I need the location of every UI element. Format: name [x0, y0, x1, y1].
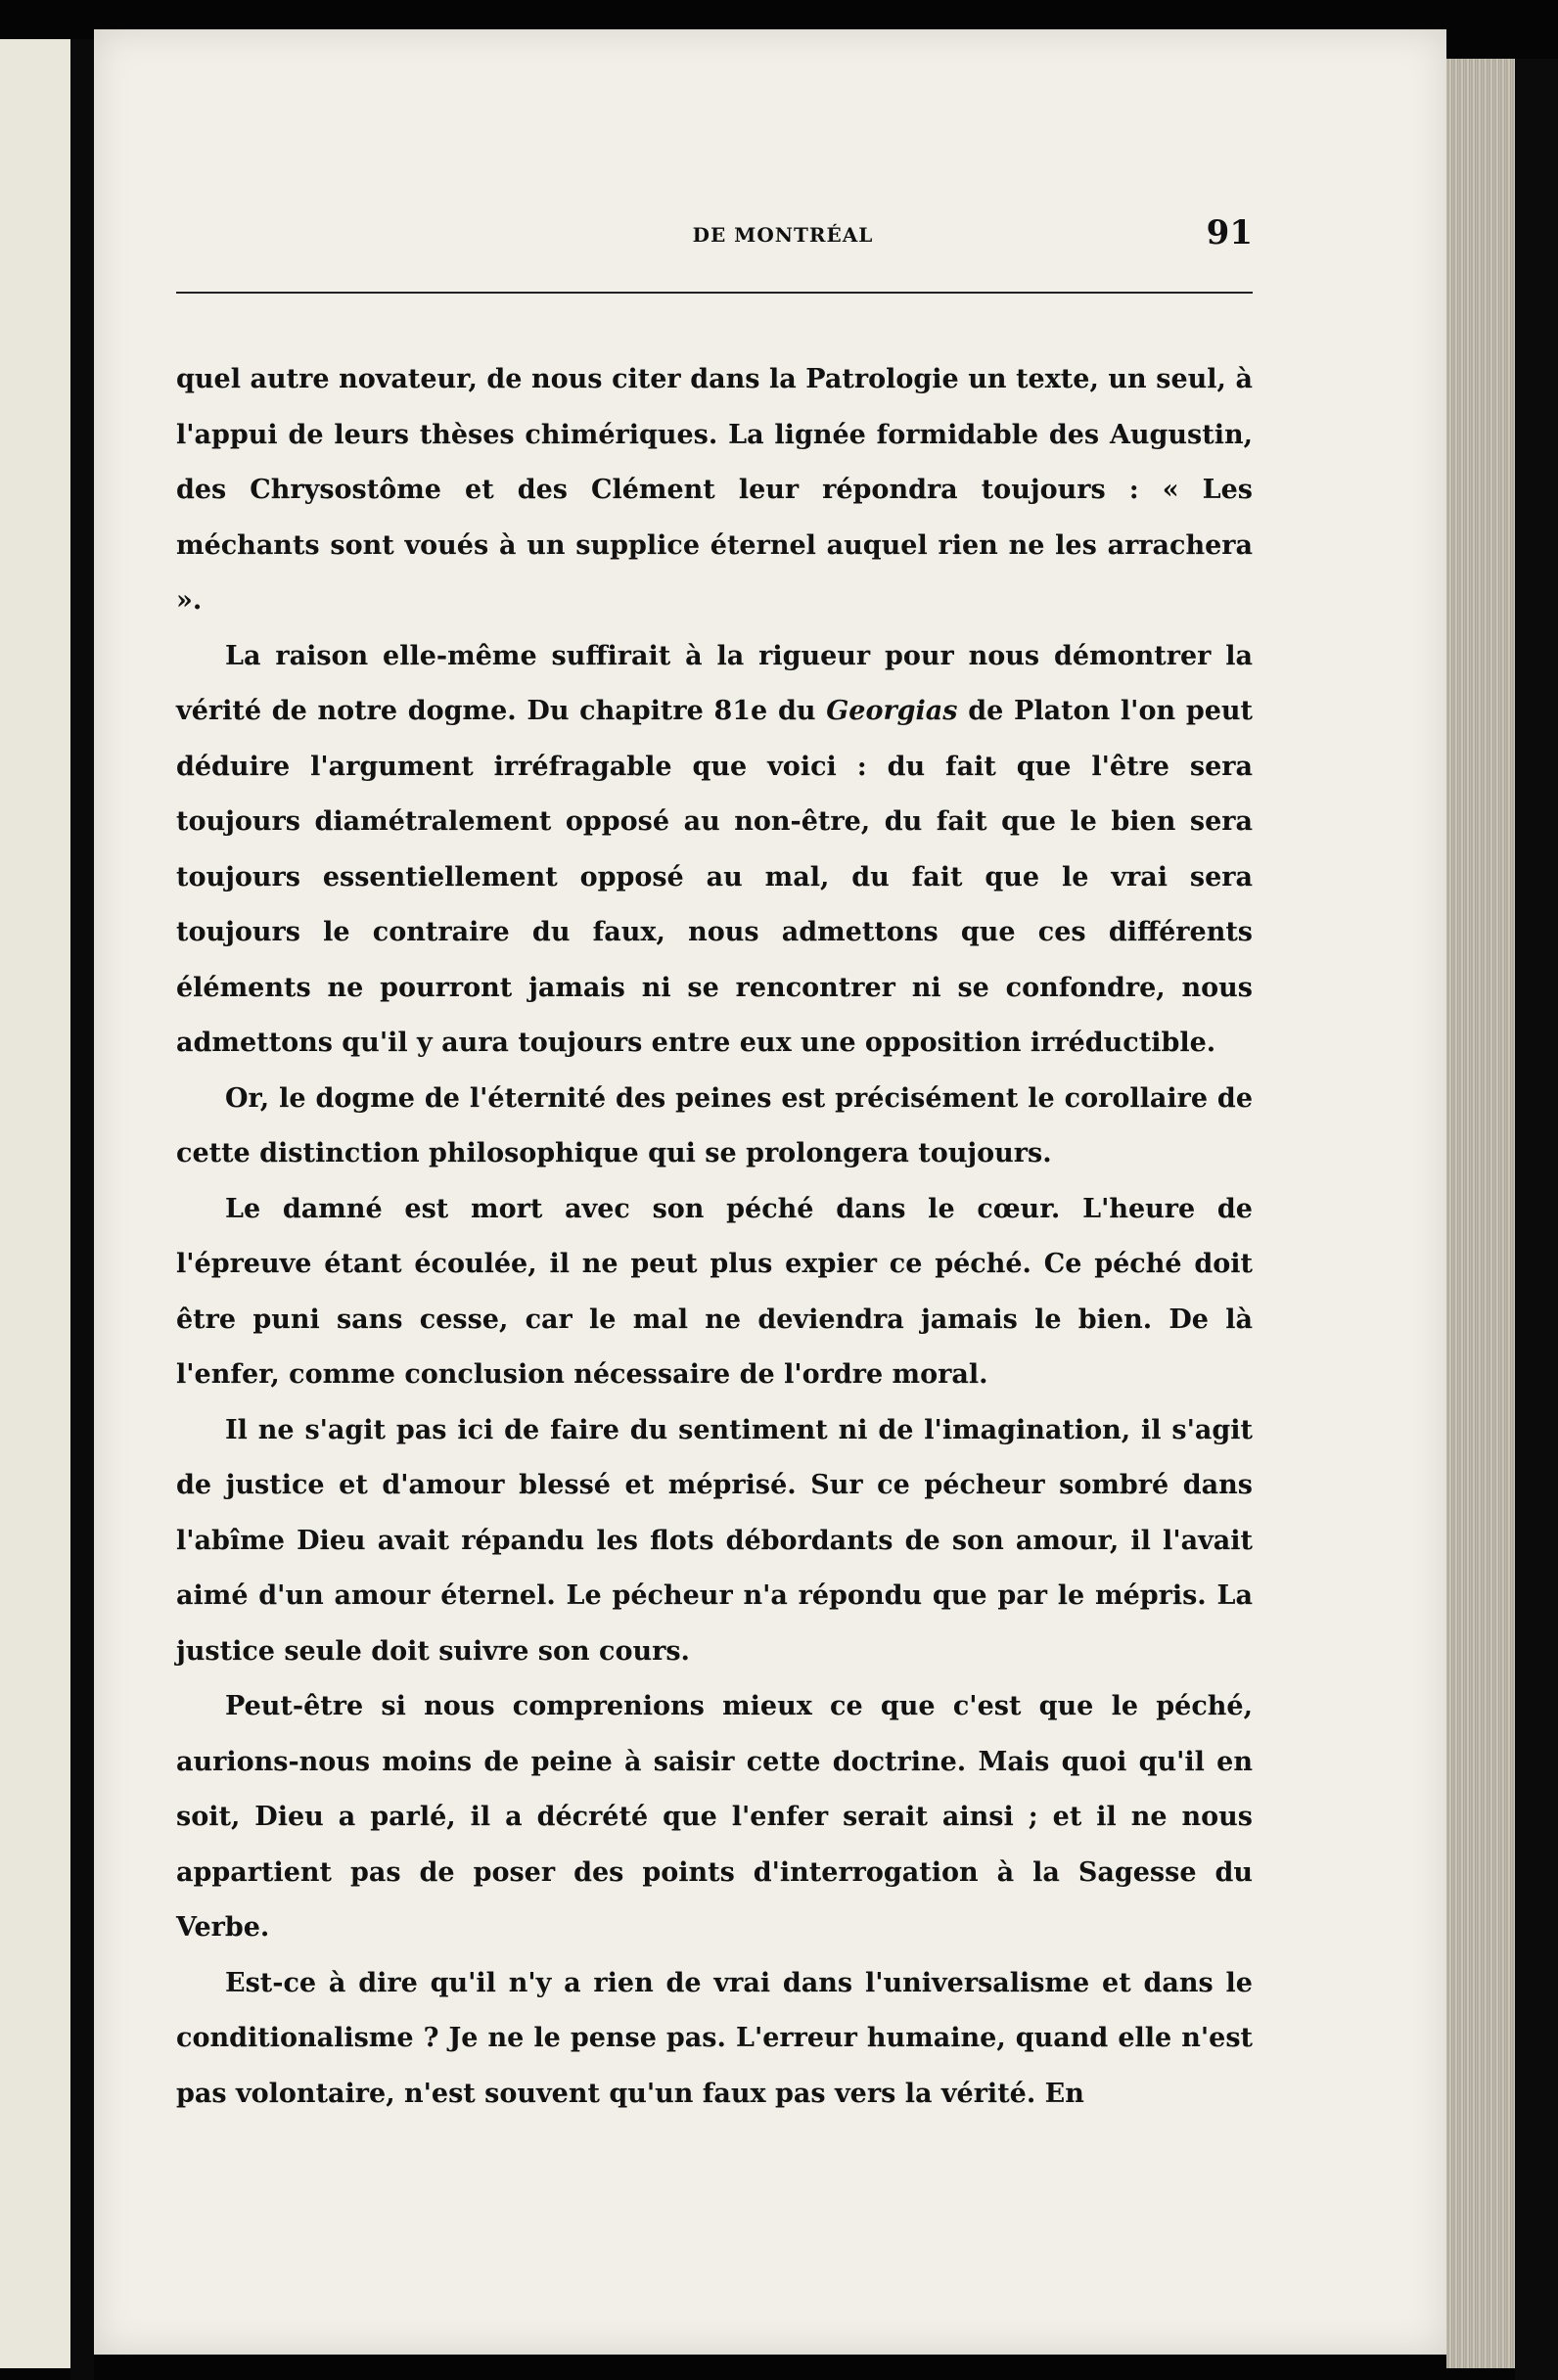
paragraph-3: Or, le dogme de l'éternité des peines est précisément le corollaire de cette distinction philosophique qui se prolongera toujours.	[176, 1082, 1253, 1168]
paragraph-2	[176, 629, 1253, 1072]
page-header	[176, 213, 1253, 266]
paragraph-2-part-1: La raison elle-même suffirait à la rigueur pour nous démontrer la vérité de notre dogme. Du chapitre 81e du	[176, 640, 1253, 726]
paragraph-7: Est-ce à dire qu'il n'y a rien de vrai dans l'universalisme et dans le conditionalisme ? Je ne le pense pas. L'erreur humaine, quand elle n'est pas volontaire, n'est souvent qu'un faux pas vers la vérité. En	[176, 1967, 1253, 2109]
facing-page-edge	[0, 39, 70, 2368]
scan-background-right	[1515, 59, 1558, 2380]
running-head: DE MONTRÉAL	[692, 223, 874, 247]
book-title-georgias: Georgias	[826, 696, 958, 726]
page-edges-stack	[1446, 59, 1515, 2368]
paragraph-4: Le damné est mort avec son péché dans le cœur. L'heure de l'épreuve étant écoulée, il ne peut plus expier ce péché. Ce péché doit être puni sans cesse, car le mal ne deviendra jamais le bien. De là l'enfer, comme conclusion nécessaire de l'ordre moral.	[176, 1193, 1253, 1390]
book-gutter	[70, 39, 94, 2380]
header-rule	[176, 292, 1253, 294]
body-text	[176, 352, 1253, 2122]
paragraph-2-part-2: de Platon l'on peut déduire l'argument irréfragable que voici : du fait que l'être sera toujours diamétralement opposé au non-être, du fait que le bien sera toujours essentiellement opposé au mal, du fait que le vrai sera toujours le contraire du faux, nous admettons que ces différents éléments ne pourront jamais ni se rencontrer ni se confondre, nous admettons qu'il y aura toujours entre eux une opposition irréductible.	[176, 696, 1253, 1058]
page-number: 91	[1206, 213, 1253, 252]
paragraph-1: quel autre novateur, de nous citer dans la Patrologie un texte, un seul, à l'appui de leurs thèses chimériques. La lignée formidable des Augustin, des Chrysostôme et des Clément leur répondra toujours : « Les méchants sont voués à un supplice éternel auquel rien ne les arrachera ».	[176, 364, 1253, 616]
paragraph-6: Peut-être si nous comprenions mieux ce que c'est que le péché, aurions-nous moins de peine à saisir cette doctrine. Mais quoi qu'il en soit, Dieu a parlé, il a décrété que l'enfer serait ainsi ; et il ne nous appartient pas de poser des points d'interrogation à la Sagesse du Verbe.	[176, 1691, 1253, 1943]
paragraph-5: Il ne s'agit pas ici de faire du sentiment ni de l'imagination, il s'agit de justice et d'amour blessé et méprisé. Sur ce pécheur sombré dans l'abîme Dieu avait répandu les flots débordants de son amour, il l'avait aimé d'un amour éternel. Le pécheur n'a répondu que par le mépris. La justice seule doit suivre son cours.	[176, 1414, 1253, 1667]
